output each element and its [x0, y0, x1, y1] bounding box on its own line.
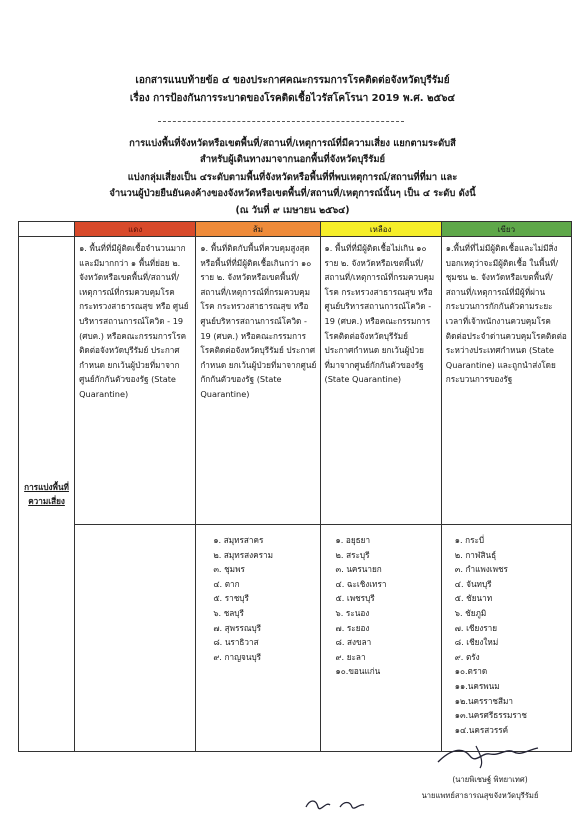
signature-mark — [410, 742, 560, 770]
signatory-name: (นายพิเชษฐ์ พิทยาเทศ) — [452, 775, 528, 784]
province-item-green: ๗. เชียงราย — [454, 622, 498, 633]
divider — [158, 121, 404, 122]
criteria-row — [19, 237, 572, 525]
province-item-yellow: ๒. สระบุรี — [335, 549, 370, 560]
province-item-green: ๑๐.ตราด — [454, 666, 488, 677]
criteria-yellow-text: ๑. พื้นที่ที่มีผู้ติดเชื้อไม่เกิน ๑๐ ราย ๒. จังหวัดหรือเขตพื้นที่/สถานที่/เหตุการณ์ที่กรมควบคุมโรค กระทรวงสาธารณสุข หรือศูนย์บริหารสถานการณ์โควิด - 19 (ศบค.) หรือคณะกรรมการโรคติดต่อจังหวัดบุรีรัมย์ ประกาศกำหนด ยกเว้นผู้ป่วยที่มาจากศูนย์กักกันตัวของรัฐ (State Quarantine) — [324, 243, 435, 385]
document-subject: เรื่อง การป้องกันการระบาดของโรคติดเชื้อไวรัสโคโรนา 2019 พ.ศ. ๒๕๖๔ — [129, 93, 456, 104]
province-item-orange: ๖. ชลบุรี — [213, 607, 244, 618]
province-item-green: ๑๔.นครสวรรค์ — [454, 724, 509, 735]
province-item-green: ๑๒.นครราชสีมา — [454, 695, 513, 706]
province-item-orange: ๙. กาญจนบุรี — [213, 651, 262, 662]
province-item-orange: ๓. ชุมพร — [213, 564, 245, 575]
row-label: การแบ่งพื้นที่ความเสี่ยง — [19, 237, 75, 752]
province-item-yellow: ๔. ฉะเชิงเทรา — [335, 578, 387, 589]
section-heading-3: แบ่งกลุ่มเสี่ยงเป็น ๔ระดับตามพื้นที่จังหวัดหรือพื้นที่ที่พบเหตุการณ์/สถานที่ที่มา และ — [127, 172, 458, 183]
province-item-green: ๑๓.นครศรีธรรมราช — [454, 710, 527, 721]
province-item-yellow: ๕. เพชรบุรี — [335, 593, 375, 604]
province-item-orange: ๔. ตาก — [213, 578, 240, 589]
province-item-green: ๘. เชียงใหม่ — [454, 637, 499, 648]
section-heading-4: จำนวนผู้ป่วยยืนยันคงค้างของจังหวัดหรือเขตพื้นที่/สถานที่/เหตุการณ์นั้นๆ เป็น ๔ ระดับ ดังนี้ — [109, 188, 476, 199]
section-heading-2: สำหรับผู้เดินทางมาจากนอกพื้นที่จังหวัดบุรีรัมย์ — [199, 154, 386, 165]
province-item-green: ๖. ชัยภูมิ — [454, 607, 487, 618]
province-item-green: ๕. ชัยนาท — [454, 593, 493, 604]
province-item-orange: ๕. ราชบุรี — [213, 593, 249, 604]
initials-mark — [300, 793, 370, 815]
province-list-orange — [199, 533, 316, 664]
province-item-orange: ๘. นราธิวาส — [213, 637, 259, 648]
criteria-red-text: ๑. พื้นที่ที่มีผู้ติดเชื้อจำนวนมากและมีมากกว่า ๑ พื้นที่ย่อย ๒. จังหวัดหรือเขตพื้นที่/สถานที่/เหตุการณ์ที่กรมควบคุมโรค กระทรวงสาธารณสุข หรือ ศูนย์บริหารสถานการณ์โควิด - 19 (ศบค.) หรือคณะกรรมการโรคติดต่อจังหวัดบุรีรัมย์ ประกาศกำหนด ยกเว้นผู้ป่วยที่มาจากศูนย์กักกันตัวของรัฐ (State Quarantine) — [79, 243, 189, 399]
province-item-green: ๒. กาฬสินธุ์ — [454, 549, 497, 560]
province-item-green: ๙. ตรัง — [454, 651, 480, 662]
province-item-yellow: ๑. อยุธยา — [335, 535, 371, 545]
province-list-yellow — [324, 533, 438, 679]
province-item-yellow: ๘. สงขลา — [335, 637, 372, 648]
column-header-green: เขียว — [441, 222, 571, 237]
provinces-yellow — [320, 525, 441, 752]
provinces-orange — [196, 525, 320, 752]
province-item-green: ๔. จันทบุรี — [454, 578, 492, 589]
province-item-yellow: ๗. ระยอง — [335, 622, 370, 633]
column-header-orange: ส้ม — [196, 222, 320, 237]
criteria-red — [75, 237, 196, 525]
criteria-yellow — [320, 237, 441, 525]
province-item-yellow: ๖. ระนอง — [335, 607, 370, 618]
province-item-yellow: ๓. นครนายก — [335, 564, 382, 575]
section-heading-1: การแบ่งพื้นที่จังหวัดหรือเขตพื้นที่/สถานที่/เหตุการณ์ที่มีความเสี่ยง แยกตามระดับสี — [129, 138, 456, 149]
criteria-orange-text: ๑. พื้นที่ติดกับพื้นที่ควบคุมสูงสุด หรือพื้นที่ที่มีผู้ติดเชื้อเกินกว่า ๑๐ ราย ๒. จังหวัดหรือเขตพื้นที่/สถานที่/เหตุการณ์ที่กรมควบคุมโรค กระทรวงสาธารณสุข หรือ ศูนย์บริหารสถานการณ์โควิด - 19 (ศบค.) หรือคณะกรรมการโรคติดต่อจังหวัดบุรีรัมย์ ประกาศกำหนด ยกเว้นผู้ป่วยที่มาจากศูนย์กักกันตัวของรัฐ (State Quarantine) — [200, 243, 317, 399]
province-item-orange: ๗. สุพรรณบุรี — [213, 622, 262, 633]
province-item-yellow: ๙. ยะลา — [335, 651, 366, 662]
risk-zone-table — [18, 221, 572, 752]
province-item-green: ๓. กำแพงเพชร — [454, 564, 508, 575]
province-item-green: ๑๑.นครพนม — [454, 680, 500, 691]
signatory-title: นายแพทย์สาธารณสุขจังหวัดบุรีรัมย์ — [421, 791, 539, 800]
province-item-orange: ๒. สมุทรสงคราม — [213, 549, 273, 560]
province-item-green: ๑. กระบี่ — [454, 535, 485, 545]
criteria-orange — [196, 237, 320, 525]
header-blank-cell — [19, 222, 75, 237]
provinces-red — [75, 525, 196, 752]
province-item-orange: ๑. สมุทรสาคร — [213, 535, 264, 545]
table-header-row — [19, 222, 572, 237]
criteria-green — [441, 237, 571, 525]
column-header-yellow: เหลือง — [320, 222, 441, 237]
provinces-green — [441, 525, 571, 752]
province-list-green — [445, 533, 568, 737]
column-header-red: แดง — [75, 222, 196, 237]
province-item-yellow: ๑๐.ขอนแก่น — [335, 666, 381, 677]
document-title: เอกสารแนบท้ายข้อ ๔ ของประกาศคณะกรรมการโรคติดต่อจังหวัดบุรีรัมย์ — [135, 75, 450, 86]
provinces-row — [19, 525, 572, 752]
criteria-green-text: ๑.พื้นที่ที่ไม่มีผู้ติดเชื้อและไม่มีสิ่งบอกเหตุว่าจะมีผู้ติดเชื้อ ในพื้นที่/ชุมชน ๒. จังหวัดหรือเขตพื้นที่/สถานที่/เหตุการณ์ที่มีผู้ที่ผ่านกระบวนการกักกันตัวตามระยะเวลาที่เจ้าพนักงานควบคุมโรคติดต่อประจำด่านควบคุมโรคติดต่อระหว่างประเทศกำหนด (State Quarantine) และถูกนำส่งโดยกระบวนการของรัฐ — [445, 243, 567, 385]
as-of-date: (ณ วันที่ ๙ เมษายน ๒๕๖๔) — [235, 205, 350, 216]
